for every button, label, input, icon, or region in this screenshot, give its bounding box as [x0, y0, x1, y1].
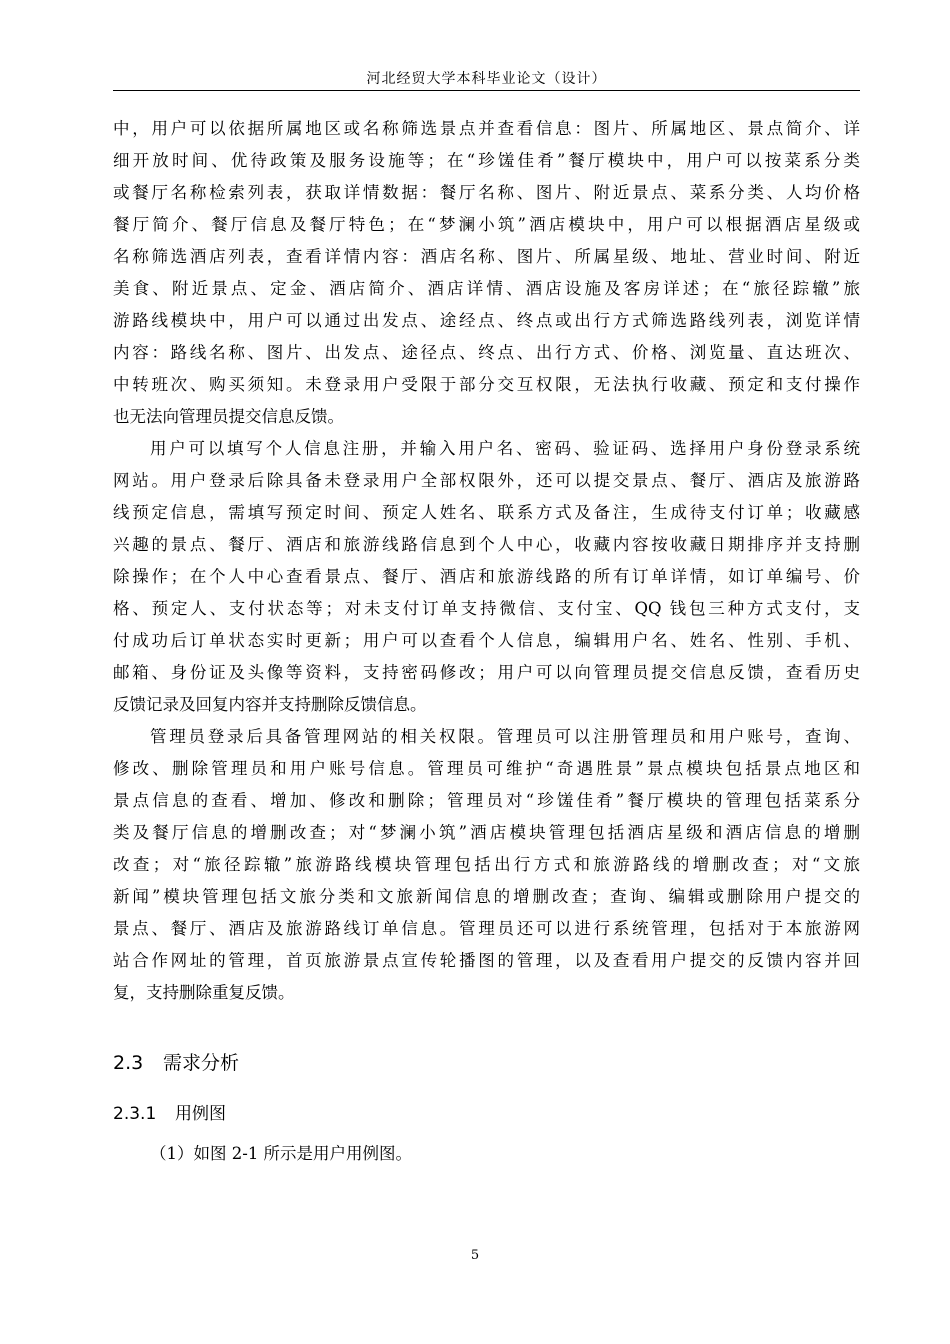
- text-line: 网站。用户登录后除具备未登录用户全部权限外，还可以提交景点、餐厅、酒店及旅游路: [113, 471, 860, 490]
- text-line: 管理员登录后具备管理网站的相关权限。管理员可以注册管理员和用户账号，查询、: [150, 727, 860, 746]
- text-line: 邮箱、身份证及头像等资料，支持密码修改；用户可以向管理员提交信息反馈，查看历史: [113, 663, 860, 682]
- text-line: 景点、餐厅、酒店及旅游路线订单信息。管理员还可以进行系统管理，包括对于本旅游网: [113, 919, 860, 938]
- text-line: 用户可以填写个人信息注册，并输入用户名、密码、验证码、选择用户身份登录系统: [150, 439, 860, 458]
- section-heading: [113, 1049, 239, 1077]
- text-line: 中转班次、购买须知。未登录用户受限于部分交互权限，无法执行收藏、预定和支付操作: [113, 375, 860, 394]
- body-text: [113, 113, 860, 1009]
- text-line: 除操作；在个人中心查看景点、餐厅、酒店和旅游线路的所有订单详情，如订单编号、价: [113, 567, 860, 586]
- text-line: 新闻”模块管理包括文旅分类和文旅新闻信息的增删改查；查询、编辑或删除用户提交的: [113, 887, 860, 906]
- text-line: 也无法向管理员提交信息反馈。: [113, 407, 344, 426]
- page-header: 河北经贸大学本科毕业论文（设计）: [366, 71, 607, 87]
- page-number: 5: [470, 1248, 480, 1263]
- text-line: 改查；对“旅径踪辙”旅游路线模块管理包括出行方式和旅游路线的增删改查；对“文旅: [113, 855, 860, 874]
- text-line: 兴趣的景点、餐厅、酒店和旅游线路信息到个人中心，收藏内容按收藏日期排序并支持删: [113, 535, 860, 554]
- text-line: 细开放时间、优待政策及服务设施等；在“珍馐佳肴”餐厅模块中，用户可以按菜系分类: [113, 151, 860, 170]
- text-line: 景点信息的查看、增加、修改和删除；管理员对“珍馐佳肴”餐厅模块的管理包括菜系分: [113, 791, 860, 810]
- text-line: 餐厅简介、餐厅信息及餐厅特色；在“梦澜小筑”酒店模块中，用户可以根据酒店星级或: [113, 215, 860, 234]
- text-line: 内容：路线名称、图片、出发点、途径点、终点、出行方式、价格、浏览量、直达班次、: [113, 343, 860, 362]
- text-line: 线预定信息，需填写预定时间、预定人姓名、联系方式及备注，生成待支付订单；收藏感: [113, 503, 860, 522]
- paragraph-2: [113, 433, 860, 721]
- text-line: 付成功后订单状态实时更新；用户可以查看个人信息，编辑用户名、姓名、性别、手机、: [113, 631, 860, 650]
- text-line: 美食、附近景点、定金、酒店简介、酒店详情、酒店设施及客房详述；在“旅径踪辙”旅: [113, 279, 860, 298]
- list-item: （1）如图 2-1 所示是用户用例图。: [150, 1144, 413, 1163]
- header-divider: [113, 90, 860, 91]
- subsection-heading: [113, 1101, 226, 1127]
- section-title: 需求分析: [163, 1052, 240, 1074]
- text-line: 格、预定人、支付状态等；对未支付订单支持微信、支付宝、QQ 钱包三种方式支付，支: [113, 599, 860, 618]
- text-line: 修改、删除管理员和用户账号信息。管理员可维护“奇遇胜景”景点模块包括景点地区和: [113, 759, 860, 778]
- text-line: 复，支持删除重复反馈。: [113, 983, 295, 1002]
- text-line: 类及餐厅信息的增删改查；对“梦澜小筑”酒店模块管理包括酒店星级和酒店信息的增删: [113, 823, 860, 842]
- text-line: 反馈记录及回复内容并支持删除反馈信息。: [113, 695, 427, 714]
- text-line: 中，用户可以依据所属地区或名称筛选景点并查看信息：图片、所属地区、景点简介、详: [113, 119, 860, 138]
- text-line: 游路线模块中，用户可以通过出发点、途经点、终点或出行方式筛选路线列表，浏览详情: [113, 311, 860, 330]
- section-number: 2.3: [113, 1052, 144, 1074]
- subsection-number: 2.3.1: [113, 1104, 157, 1124]
- text-line: 站合作网址的管理，首页旅游景点宣传轮播图的管理，以及查看用户提交的反馈内容并回: [113, 951, 860, 970]
- text-line: 名称筛选酒店列表，查看详情内容：酒店名称、图片、所属星级、地址、营业时间、附近: [113, 247, 860, 266]
- subsection-title: 用例图: [175, 1104, 226, 1124]
- text-line: 或餐厅名称检索列表，获取详情数据：餐厅名称、图片、附近景点、菜系分类、人均价格: [113, 183, 860, 202]
- paragraph-3: [113, 721, 860, 1009]
- paragraph-1: [113, 113, 860, 433]
